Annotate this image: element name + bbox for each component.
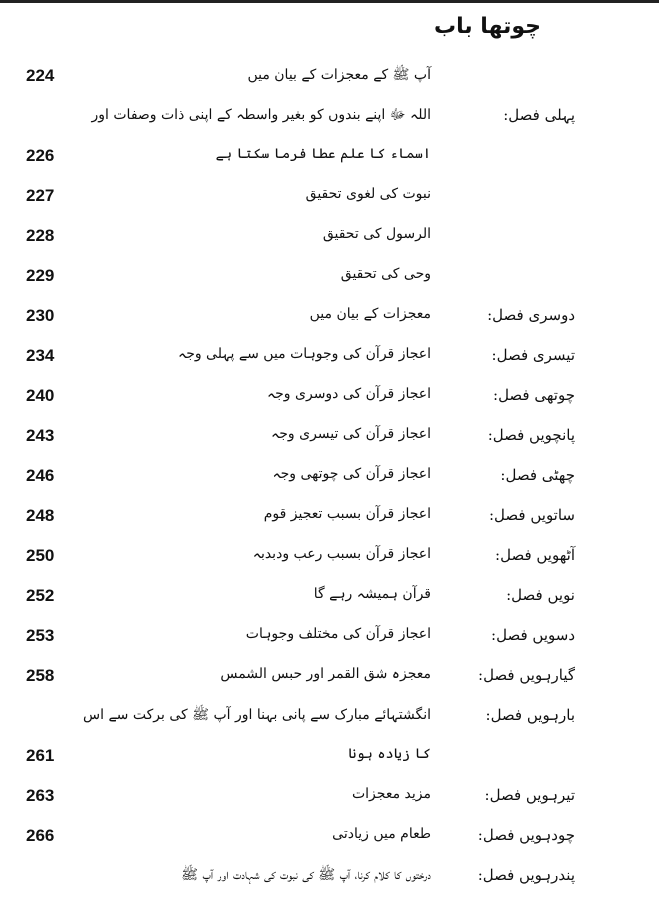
section-label: پہلی فصل: bbox=[503, 106, 575, 124]
toc-row bbox=[0, 422, 659, 452]
toc-row bbox=[0, 462, 659, 492]
section-title: اعجاز قرآن کی تیسری وجہ bbox=[271, 426, 431, 442]
section-title: انگشتہائے مبارک سے پانی بہنا اور آپ ﷺ کی برکت سے اس bbox=[83, 707, 431, 723]
section-title: اعجاز قرآن کی چوتھی وجہ bbox=[272, 466, 431, 482]
section-title: اعجاز قرآن کی دوسری وجہ bbox=[266, 386, 431, 402]
toc-row bbox=[0, 342, 659, 372]
section-title: درختوں کا کلام کرنا، آپ ﷺ کی نبوت کی شہادت اور آپ ﷺ bbox=[181, 867, 431, 883]
section-label: تیسری فصل: bbox=[491, 346, 575, 364]
page-number: 230 bbox=[26, 306, 55, 325]
toc-row bbox=[0, 862, 659, 892]
page-number: 266 bbox=[26, 826, 55, 845]
section-title: اللہ ﷻ اپنے بندوں کو بغیر واسطہ کے اپنی ذات وصفات اور bbox=[91, 107, 431, 123]
page-number: 261 bbox=[26, 746, 55, 765]
section-label: دسویں فصل: bbox=[491, 626, 575, 644]
section-label: چھٹی فصل: bbox=[500, 466, 575, 484]
page-number: 250 bbox=[26, 546, 55, 565]
page-number: 240 bbox=[26, 386, 55, 405]
toc-row bbox=[0, 582, 659, 612]
section-title: اعجاز قرآن بسبب رعب ودبدبہ bbox=[252, 546, 431, 562]
page-number: 229 bbox=[26, 266, 55, 285]
toc-row bbox=[0, 102, 659, 132]
chapter-title: چوتھا باب bbox=[434, 14, 541, 39]
section-label: چوتھی فصل: bbox=[493, 386, 575, 404]
toc-row bbox=[0, 182, 659, 212]
toc-row bbox=[0, 302, 659, 332]
toc-row bbox=[0, 222, 659, 252]
page-number: 263 bbox=[26, 786, 55, 805]
page-number: 243 bbox=[26, 426, 55, 445]
section-title: اعجاز قرآن کی مختلف وجوہات bbox=[245, 626, 431, 642]
toc-row bbox=[0, 742, 659, 772]
section-title: معجزہ شق القمر اور حبس الشمس bbox=[220, 666, 431, 682]
page-number: 226 bbox=[26, 146, 55, 165]
section-title: اسماء کا علم عطا فرما سکتا ہے bbox=[215, 146, 431, 162]
section-label: دوسری فصل: bbox=[487, 306, 575, 324]
section-label: آٹھویں فصل: bbox=[495, 546, 575, 564]
page-number: 224 bbox=[26, 66, 55, 85]
section-label: پانچویں فصل: bbox=[487, 426, 575, 444]
toc-row bbox=[0, 502, 659, 532]
top-rule bbox=[0, 0, 659, 3]
section-title: نبوت کی لغوی تحقیق bbox=[305, 186, 431, 202]
section-title: طعام میں زیادتی bbox=[332, 826, 431, 842]
section-label: ساتویں فصل: bbox=[488, 506, 575, 524]
section-label: تیرہویں فصل: bbox=[484, 786, 575, 804]
page-number: 248 bbox=[26, 506, 55, 525]
toc-row bbox=[0, 702, 659, 732]
page-number: 246 bbox=[26, 466, 55, 485]
section-title: کا زیادہ ہونا bbox=[348, 746, 431, 762]
toc-row bbox=[0, 662, 659, 692]
page-number: 234 bbox=[26, 346, 55, 365]
section-label: نویں فصل: bbox=[506, 586, 575, 604]
section-title: الرسول کی تحقیق bbox=[322, 226, 431, 242]
section-title: مزید معجزات bbox=[351, 786, 431, 802]
section-title: اعجاز قرآن کی وجوہات میں سے پہلی وجہ bbox=[177, 346, 431, 362]
section-title: آپ ﷺ کے معجزات کے بیان میں bbox=[247, 67, 431, 83]
toc-row bbox=[0, 782, 659, 812]
toc-row bbox=[0, 542, 659, 572]
toc-row bbox=[0, 62, 659, 92]
section-title: اعجاز قرآن بسبب تعجیز قوم bbox=[263, 506, 431, 522]
page-number: 227 bbox=[26, 186, 55, 205]
toc-row bbox=[0, 382, 659, 412]
section-label: بارہویں فصل: bbox=[485, 706, 575, 724]
section-label: گیارہویں فصل: bbox=[478, 666, 575, 684]
section-label: چودہویں فصل: bbox=[477, 826, 575, 844]
toc-row bbox=[0, 822, 659, 852]
section-label: پندرہویں فصل: bbox=[477, 866, 575, 884]
section-title: معجزات کے بیان میں bbox=[309, 306, 431, 322]
toc-row bbox=[0, 262, 659, 292]
section-title: قرآن ہمیشہ رہے گا bbox=[313, 586, 431, 602]
page-number: 253 bbox=[26, 626, 55, 645]
page-number: 252 bbox=[26, 586, 55, 605]
section-title: وحی کی تحقیق bbox=[340, 266, 431, 282]
page-number: 228 bbox=[26, 226, 55, 245]
page-number: 258 bbox=[26, 666, 55, 685]
toc-row bbox=[0, 142, 659, 172]
toc-row bbox=[0, 622, 659, 652]
